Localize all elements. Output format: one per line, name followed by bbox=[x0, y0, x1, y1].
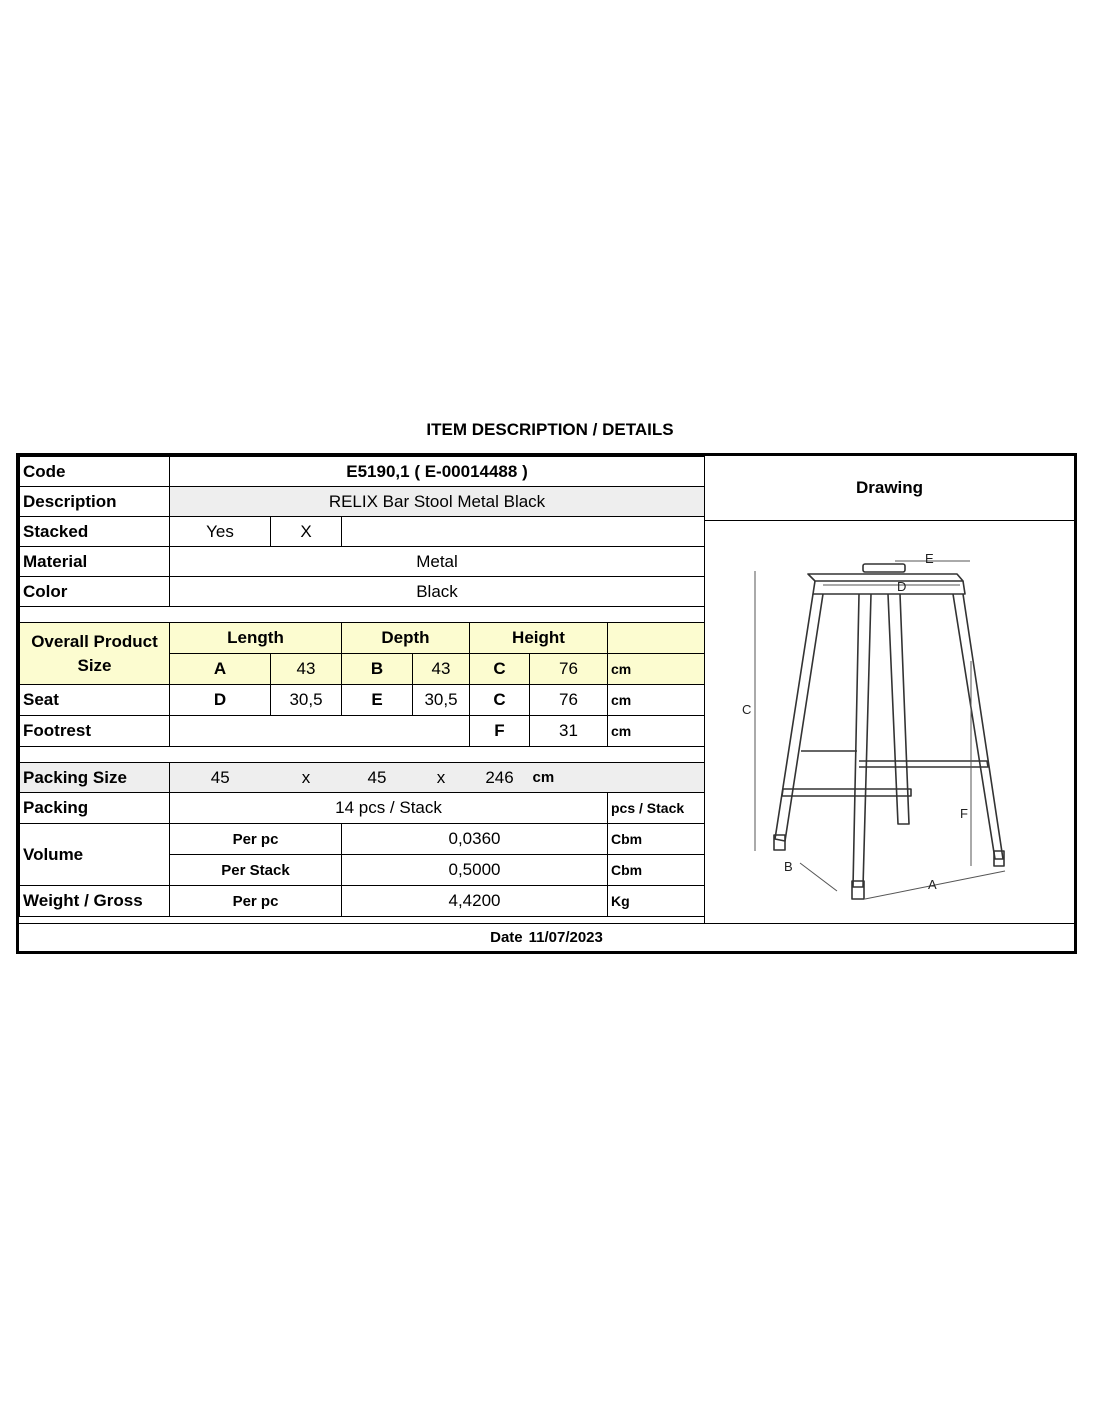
height-header: Height bbox=[470, 623, 608, 654]
weight-label: Weight / Gross bbox=[20, 886, 170, 917]
description-row bbox=[20, 487, 705, 517]
seat-c-value: 76 bbox=[530, 685, 608, 716]
code-value: E5190,1 ( E-00014488 ) bbox=[170, 457, 705, 487]
volume-per-pc-label: Per pc bbox=[170, 824, 342, 855]
dimension-letter-d: D bbox=[897, 579, 907, 594]
footrest-f-value: 31 bbox=[530, 716, 608, 747]
rung-side bbox=[859, 761, 988, 767]
overall-size-label: Overall Product Size bbox=[20, 623, 170, 685]
date-value: 11/07/2023 bbox=[528, 929, 603, 946]
packing-size-x2: x bbox=[413, 763, 470, 793]
dimension-letter-f: F bbox=[960, 806, 968, 821]
stacked-empty bbox=[342, 517, 705, 547]
description-value: RELIX Bar Stool Metal Black bbox=[170, 487, 705, 517]
document-title: ITEM DESCRIPTION / DETAILS bbox=[426, 420, 674, 439]
volume-per-pc-row bbox=[20, 824, 705, 855]
depth-header: Depth bbox=[342, 623, 470, 654]
footrest-unit: cm bbox=[608, 716, 705, 747]
seat-skirt bbox=[813, 581, 965, 594]
dimension-letter-e: E bbox=[925, 551, 934, 566]
volume-per-stack-value: 0,5000 bbox=[342, 855, 608, 886]
weight-row bbox=[20, 886, 705, 917]
bar-stool-drawing bbox=[705, 521, 1073, 921]
volume-per-pc-unit: Cbm bbox=[608, 824, 705, 855]
color-row bbox=[20, 577, 705, 607]
overall-header-row bbox=[20, 623, 705, 654]
footrest-label: Footrest bbox=[20, 716, 170, 747]
footrest-row bbox=[20, 716, 705, 747]
color-value: Black bbox=[170, 577, 705, 607]
dimension-letter-a: A bbox=[928, 877, 937, 892]
seat-e-value: 30,5 bbox=[413, 685, 470, 716]
seat-c-letter: C bbox=[470, 685, 530, 716]
leg-front-right bbox=[853, 594, 871, 887]
leg-front-left bbox=[775, 594, 823, 841]
packing-size-unit: cm bbox=[530, 763, 608, 793]
seat-unit: cm bbox=[608, 685, 705, 716]
overall-header-empty bbox=[608, 623, 705, 654]
packing-size-h: 246 bbox=[470, 763, 530, 793]
details-table bbox=[19, 456, 705, 917]
packing-label: Packing bbox=[20, 793, 170, 824]
footrest-empty bbox=[170, 716, 470, 747]
description-label: Description bbox=[20, 487, 170, 517]
spacer-row bbox=[20, 607, 705, 623]
seat-d-value: 30,5 bbox=[271, 685, 342, 716]
volume-per-pc-value: 0,0360 bbox=[342, 824, 608, 855]
overall-c-letter: C bbox=[470, 654, 530, 685]
length-header: Length bbox=[170, 623, 342, 654]
packing-size-empty bbox=[608, 763, 705, 793]
stacked-mark: X bbox=[271, 517, 342, 547]
packing-row bbox=[20, 793, 705, 824]
weight-unit: Kg bbox=[608, 886, 705, 917]
overall-unit: cm bbox=[608, 654, 705, 685]
volume-per-stack-label: Per Stack bbox=[170, 855, 342, 886]
seat-row bbox=[20, 685, 705, 716]
stacked-row bbox=[20, 517, 705, 547]
seat-top bbox=[808, 574, 963, 581]
seat-e-letter: E bbox=[342, 685, 413, 716]
packing-size-row bbox=[20, 763, 705, 793]
packing-size-x1: x bbox=[271, 763, 342, 793]
overall-a-letter: A bbox=[170, 654, 271, 685]
rung-front bbox=[782, 789, 911, 796]
overall-c-value: 76 bbox=[530, 654, 608, 685]
volume-per-stack-unit: Cbm bbox=[608, 855, 705, 886]
stacked-label: Stacked bbox=[20, 517, 170, 547]
color-label: Color bbox=[20, 577, 170, 607]
dimension-letter-c: C bbox=[742, 702, 752, 717]
details-frame bbox=[16, 453, 1077, 954]
drawing-panel bbox=[704, 456, 1074, 923]
packing-unit: pcs / Stack bbox=[608, 793, 705, 824]
packing-size-l: 45 bbox=[170, 763, 271, 793]
material-row bbox=[20, 547, 705, 577]
packing-value: 14 pcs / Stack bbox=[170, 793, 608, 824]
overall-b-value: 43 bbox=[413, 654, 470, 685]
overall-a-value: 43 bbox=[271, 654, 342, 685]
footrest-f-letter: F bbox=[470, 716, 530, 747]
weight-value: 4,4200 bbox=[342, 886, 608, 917]
seat-handle-slot bbox=[863, 564, 905, 572]
seat-d-letter: D bbox=[170, 685, 271, 716]
dimension-b-line bbox=[800, 863, 837, 891]
overall-b-letter: B bbox=[342, 654, 413, 685]
code-row bbox=[20, 457, 705, 487]
drawing-header: Drawing bbox=[705, 456, 1074, 521]
volume-label: Volume bbox=[20, 824, 170, 886]
date-label: Date bbox=[490, 929, 523, 946]
spacer-row-2 bbox=[20, 747, 705, 763]
material-value: Metal bbox=[170, 547, 705, 577]
stacked-yes: Yes bbox=[170, 517, 271, 547]
weight-per-pc-label: Per pc bbox=[170, 886, 342, 917]
seat-label: Seat bbox=[20, 685, 170, 716]
code-label: Code bbox=[20, 457, 170, 487]
material-label: Material bbox=[20, 547, 170, 577]
dimension-letter-b: B bbox=[784, 859, 793, 874]
packing-size-w: 45 bbox=[342, 763, 413, 793]
packing-size-label: Packing Size bbox=[20, 763, 170, 793]
date-row bbox=[19, 923, 1074, 951]
